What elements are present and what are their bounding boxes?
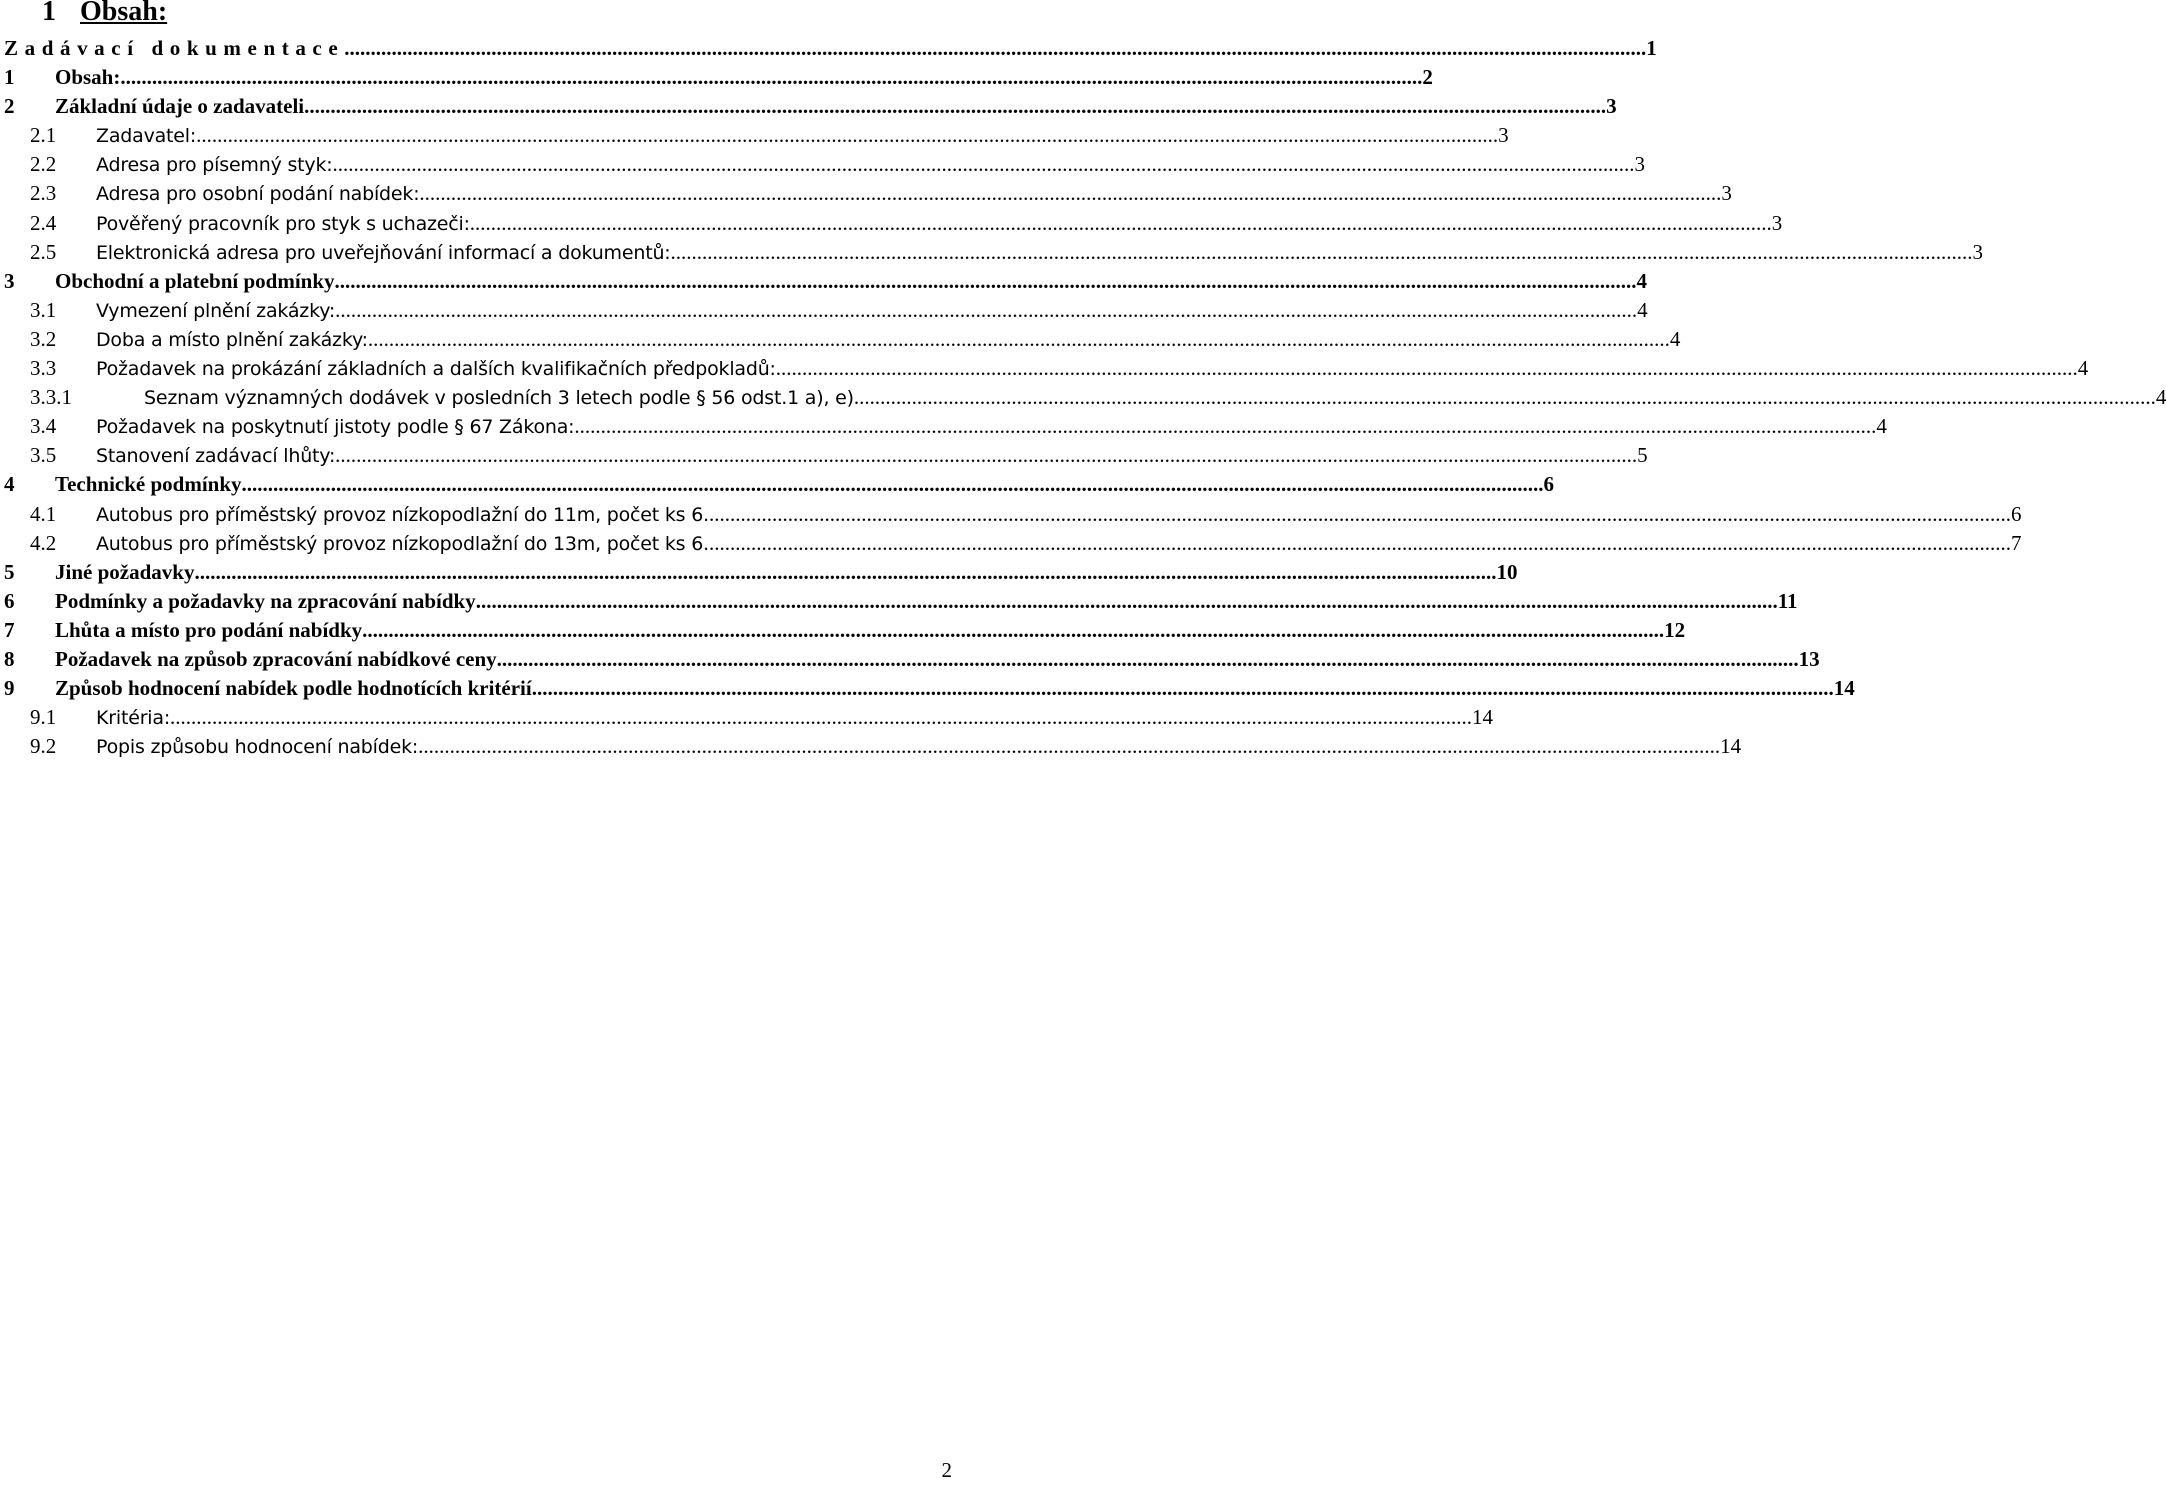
toc-dot-leader: ........................................................................................................................................................................................................................................................ [574,414,1877,439]
toc-entry-page: 3 [1721,181,1732,206]
toc-entry[interactable] [4,179,1732,208]
toc-entry-number: 2 [4,94,15,119]
toc-entry-number: 2.4 [30,210,57,235]
toc-entry[interactable] [4,645,1820,674]
toc-entry-title: Stanovení zadávací lhůty: [96,445,336,468]
toc-entry-page: 14 [1833,676,1855,701]
toc-entry[interactable] [4,267,1648,296]
toc-entry-page: 6 [2010,501,2022,526]
toc-entry-number: 2.1 [30,123,57,148]
toc-entry-page: 4 [2077,356,2089,381]
toc-entry-line [96,441,1648,471]
toc-entry-page: 3 [1771,210,1783,235]
toc-dot-leader: ........................................................................................................................................................................................................................................................ [304,94,1607,119]
toc-entry-title: Obchodní a platební podmínky [55,268,335,293]
toc-entry[interactable] [4,92,1617,121]
toc-entry-title: Autobus pro příměstský provoz nízkopodlažní do 13m, počet ks 6. [96,532,709,555]
toc-entry-line [55,92,1617,121]
toc-entry-number: 3.1 [30,297,57,322]
toc-dot-leader: ........................................................................................................................................................................................................................................................ [531,676,1834,701]
toc-entry[interactable] [4,238,1983,267]
toc-entry-page: 7 [2010,530,2022,555]
toc-entry-page: 14 [1472,705,1494,730]
toc-dot-leader: ........................................................................................................................................................................................................................................................ [367,326,1670,351]
toc-entry-line [96,354,2089,384]
toc-entry[interactable] [4,412,1887,441]
toc-entry-page: 13 [1798,646,1820,671]
toc-entry-title: Požadavek na prokázání základních a dalších kvalifikačních předpokladů: [96,358,776,381]
toc-dot-leader: ........................................................................................................................................................................................................................................................ [419,181,1722,206]
toc-entry[interactable] [4,703,1494,732]
toc-dot-leader: ........................................................................................................................................................................................................................................................ [670,239,1973,264]
toc-dot-leader: ........................................................................................................................................................................................................................................................ [170,705,1473,730]
toc-entry-number: 4 [4,472,15,497]
toc-dot-leader: ........................................................................................................................................................................................................................................................ [196,123,1499,148]
toc-entry-number: 2.5 [30,239,57,264]
toc-entry-page: 4 [1636,268,1648,293]
toc-entry-number: 3.3.1 [30,385,72,410]
toc-entry-line [96,412,1887,442]
toc-entry-line [96,529,2022,559]
toc-entry-number: 3.4 [30,414,57,439]
toc-entry-title: Elektronická adresa pro uveřejňování informací a dokumentů: [96,241,671,264]
toc-entry-line [144,383,2166,413]
toc-entry-line [96,325,1681,355]
toc-dot-leader: ........................................................................................................................................................................................................................................................ [469,210,1772,235]
toc-entry-number: 2.2 [30,152,57,177]
toc-dot-leader: ........................................................................................................................................................................................................................................................ [194,559,1497,584]
toc-entry[interactable] [4,325,1681,354]
toc-entry-line [55,616,1686,645]
toc-dot-leader: ........................................................................................................................................................................................................................................................ [241,472,1544,497]
toc-entry-line [55,470,1555,499]
toc-entry-page: 11 [1777,588,1798,613]
toc-entry-number: 4.1 [30,501,57,526]
toc-entry-page: 4 [2155,385,2166,410]
toc-entry-page: 4 [1637,297,1648,322]
toc-entry-number: 6 [4,588,15,613]
toc-entry-title: Podmínky a požadavky na zpracování nabídky [55,588,476,613]
toc-entry-number: 7 [4,617,15,642]
toc-entry[interactable] [4,209,1783,238]
toc-entry-page: 3 [1634,152,1645,177]
table-of-contents [4,34,2166,761]
toc-heading-number: 1 [42,0,56,27]
toc-dot-leader: ........................................................................................................................................................................................................................................................ [335,443,1638,468]
toc-heading [42,0,167,28]
toc-entry-number: 3.5 [30,443,57,468]
toc-entry[interactable] [4,296,1648,325]
toc-entry-title: Způsob hodnocení nabídek podle hodnotících kritérií [55,676,532,701]
toc-dot-leader: ........................................................................................................................................................................................................................................................ [418,734,1721,759]
toc-entry-number: 8 [4,646,15,671]
toc-entry-title: Technické podmínky [55,472,242,497]
toc-entry-number: 5 [4,559,15,584]
toc-entry-page: 3 [1498,123,1509,148]
toc-entry-number: 4.2 [30,530,57,555]
toc-entry[interactable] [4,150,1645,179]
toc-entry[interactable] [4,587,1798,616]
toc-entry[interactable] [4,383,2166,412]
toc-entry[interactable] [4,121,1509,150]
toc-entry[interactable] [4,470,1555,499]
toc-entry-line [96,150,1645,180]
toc-entry-line [4,34,1657,63]
toc-entry-title: Adresa pro osobní podání nabídek: [96,183,420,206]
toc-entry-page: 4 [1669,326,1681,351]
toc-entry-number: 9.1 [30,705,57,730]
toc-entry-number: 3.2 [30,326,57,351]
toc-entry[interactable] [4,529,2022,558]
toc-dot-leader: ........................................................................................................................................................................................................................................................ [335,297,1638,322]
toc-entry-page: 10 [1496,559,1518,584]
toc-entry-number: 2.3 [30,181,57,206]
toc-entry-title: Zadavatel: [96,125,197,148]
toc-entry[interactable] [4,732,1742,761]
page-number: 2 [941,1458,952,1482]
toc-entry-number: 1 [4,65,15,90]
toc-entry-title: Autobus pro příměstský provoz nízkopodlažní do 11m, počet ks 6. [96,503,709,526]
toc-entry-page: 6 [1543,472,1555,497]
toc-entry-title: Požadavek na způsob zpracování nabídkové ceny [55,646,497,671]
toc-entry-title: Seznam významných dodávek v posledních 3 letech podle § 56 odst.1 a), e) [144,387,854,410]
toc-entry-page: 4 [1876,414,1887,439]
toc-entry[interactable] [4,441,1648,470]
toc-entry-number: 9.2 [30,734,57,759]
toc-dot-leader: ........................................................................................................................................................................................................................................................ [475,588,1778,613]
toc-entry-title: Kritéria: [96,707,171,730]
toc-dot-leader: ........................................................................................................................................................................................................................................................ [708,501,2011,526]
toc-entry-number: 9 [4,676,15,701]
toc-entry-line [96,703,1494,733]
toc-entry-title: Požadavek na poskytnutí jistoty podle § 67 Zákona: [96,416,575,439]
toc-dot-leader: ........................................................................................................................................................................................................................................................ [332,152,1635,177]
toc-dot-leader: ........................................................................................................................................................................................................................................................ [120,65,1423,90]
toc-entry-line [55,674,1855,703]
toc-dot-leader: ........................................................................................................................................................................................................................................................ [334,268,1637,293]
toc-entry-page: 3 [1972,239,1983,264]
toc-entry-line [96,209,1783,239]
toc-entry-line [55,267,1648,296]
toc-entry[interactable] [4,354,2089,383]
toc-dot-leader: ........................................................................................................................................................................................................................................................ [775,356,2078,381]
toc-heading-title: Obsah: [80,0,168,27]
toc-entry-page: 12 [1664,617,1686,642]
toc-entry[interactable] [4,674,1855,703]
toc-dot-leader: ........................................................................................................................................................................................................................................................ [362,617,1665,642]
toc-dot-leader: ........................................................................................................................................................................................................................................................ [496,646,1799,671]
toc-dot-leader: ........................................................................................................................................................................................................................................................ [853,385,2156,410]
toc-entry-line [96,121,1509,151]
toc-entry-line [55,63,1433,92]
toc-entry-number: 3.3 [30,356,57,381]
toc-entry[interactable] [4,616,1686,645]
toc-entry-line [96,179,1732,209]
toc-entry-line [96,500,2022,530]
toc-entry-page: 2 [1422,65,1433,90]
toc-entry[interactable] [4,63,1433,92]
toc-entry-title: Doba a místo plnění zakázky: [96,328,368,351]
toc-dot-leader: ........................................................................................................................................................................................................................................................ [344,36,1647,60]
toc-entry-page: 14 [1720,734,1742,759]
toc-entry-line [55,587,1798,616]
toc-entry[interactable] [4,34,1657,63]
toc-dot-leader: ........................................................................................................................................................................................................................................................ [708,530,2011,555]
toc-entry-title: Obsah: [55,65,121,90]
toc-entry-line [96,238,1983,268]
toc-entry-title: Vymezení plnění zakázky: [96,299,336,322]
toc-entry[interactable] [4,558,1518,587]
toc-entry-title: Jiné požadavky [55,559,195,584]
toc-entry[interactable] [4,500,2022,529]
toc-entry-page: 1 [1646,36,1657,60]
toc-entry-title: Popis způsobu hodnocení nabídek: [96,736,419,759]
toc-entry-page: 3 [1606,94,1617,119]
toc-entry-line [96,732,1742,762]
toc-entry-line [96,296,1648,326]
toc-entry-title: Zadávací dokumentace [4,36,345,60]
toc-entry-number: 3 [4,268,15,293]
toc-entry-page: 5 [1637,443,1648,468]
toc-entry-title: Pověřený pracovník pro styk s uchazeči: [96,212,470,235]
toc-entry-line [55,645,1820,674]
toc-entry-title: Lhůta a místo pro podání nabídky [55,617,363,642]
toc-entry-title: Základní údaje o zadavateli [55,94,305,119]
toc-entry-line [55,558,1518,587]
toc-entry-title: Adresa pro písemný styk: [96,154,333,177]
